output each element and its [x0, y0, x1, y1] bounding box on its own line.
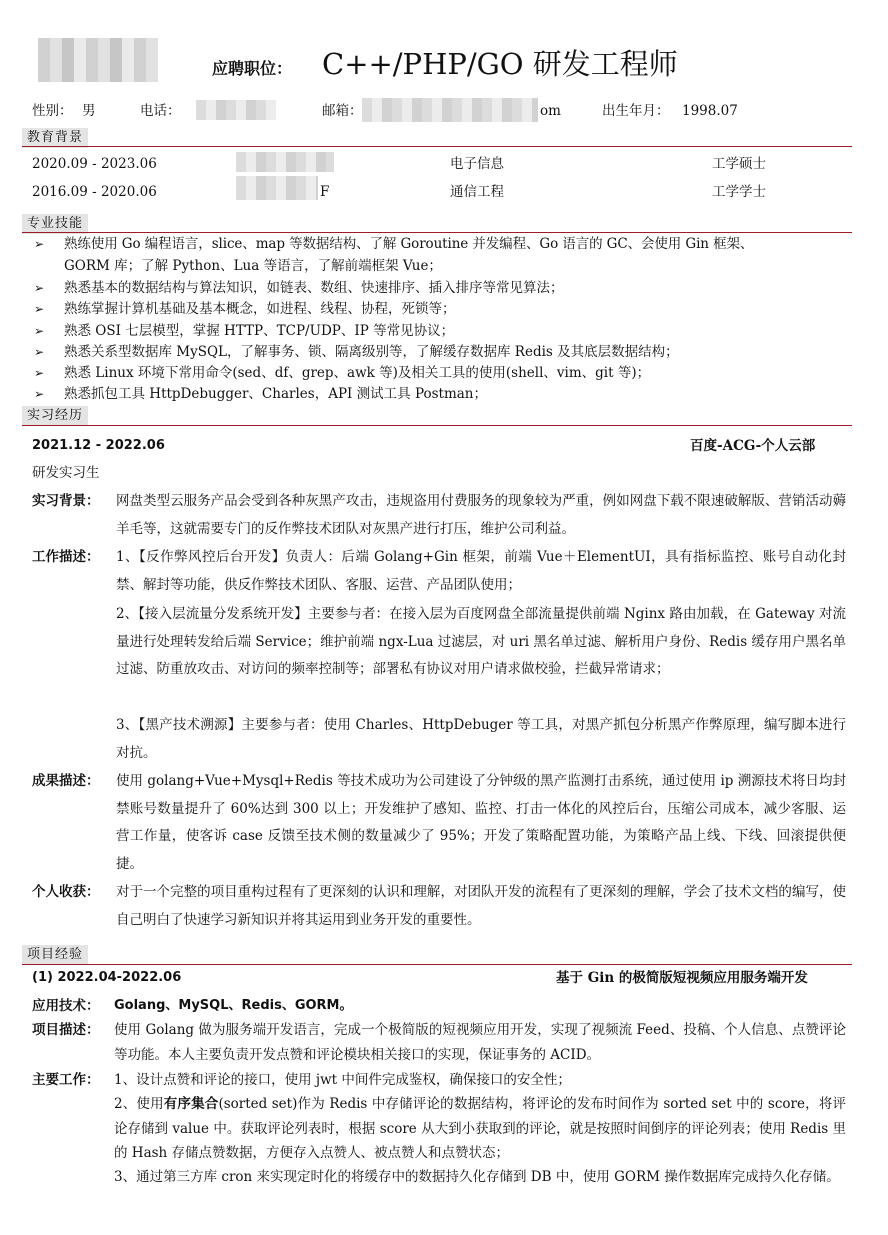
internship-gain-label: 个人收获：	[32, 884, 100, 900]
email-label: 邮箱：	[322, 103, 363, 119]
bullet-arrow-icon: ➢	[34, 281, 45, 295]
internship-work-1: 1、【反作弊风控后台开发】负责人：后端 Golang+Gin 框架，前端 Vue＋ElementUI，具有指标监控、账号自动化封禁、解封等功能，供反作弊技术团队、客服、运营、产品团队使用；	[116, 549, 846, 593]
email-suffix: om	[540, 103, 561, 119]
gender-label: 性别：	[32, 103, 73, 119]
project-work-label: 主要工作：	[32, 1072, 100, 1088]
skills-title: 专业技能	[22, 214, 88, 234]
skill-item: 熟悉 Linux 环境下常用命令(sed、df、grep、awk 等)及相关工具的使用(shell、vim、git 等)；	[64, 365, 651, 381]
edu-school-tail-2: F	[320, 184, 330, 200]
bullet-arrow-icon: ➢	[34, 345, 45, 359]
edu-period-2: 2016.09 - 2020.06	[32, 184, 157, 200]
edu-degree-2: 工学学士	[712, 184, 766, 200]
project-work-2-rest: (sorted set)作为 Redis 中存储评论的数据结构，将评论的发布时间作为 sorted set 中的 score，将评论存储到 value 中。获取评论列表时，根据 score 从大到小获取到的评论，就是按照时间倒序的评论列表；使用 Redis 里的 Hash 存储点赞数据，方便存入点赞人、被点赞人和点赞状态；	[114, 1096, 846, 1161]
internship-period: 2021.12 - 2022.06	[32, 438, 165, 453]
bullet-arrow-icon: ➢	[34, 302, 45, 316]
project-tech-label: 应用技术：	[32, 998, 100, 1014]
internship-background-label: 实习背景：	[32, 493, 100, 509]
skill-item: 熟悉基本的数据结构与算法知识，如链表、数组、快速排序、插入排序等常见算法；	[64, 280, 564, 296]
project-title: 项目经验	[22, 945, 88, 965]
position-label: 应聘职位：	[212, 59, 293, 78]
internship-title: 实习经历	[22, 406, 88, 426]
internship-work-label: 工作描述：	[32, 549, 100, 565]
skill-item: 熟悉关系型数据库 MySQL，了解事务、锁、隔离级别等，了解缓存数据库 Redis 及其底层数据结构；	[64, 344, 679, 360]
internship-result-label: 成果描述：	[32, 773, 100, 789]
edu-major-1: 电子信息	[450, 156, 504, 172]
photo-redacted	[38, 38, 158, 82]
phone-label: 电话：	[140, 103, 181, 119]
birth-label: 出生年月：	[602, 103, 670, 119]
project-period: (1) 2022.04-2022.06	[32, 970, 182, 985]
skill-item: 熟悉 OSI 七层模型，掌握 HTTP、TCP/UDP、IP 等常见协议；	[64, 323, 455, 339]
skill-item: 熟悉抓包工具 HttpDebugger、Charles，API 测试工具 Postman；	[64, 386, 488, 402]
position-value: C++/PHP/GO 研发工程师	[322, 47, 678, 81]
project-tech-value: Golang、MySQL、Redis、GORM。	[114, 998, 353, 1013]
skill-item: 熟练使用 Go 编程语言，slice、map 等数据结构、了解 Goroutine 并发编程、Go 语言的 GC、会使用 Gin 框架、	[64, 236, 754, 252]
internship-company: 百度-ACG-个人云部	[690, 438, 816, 454]
edu-degree-1: 工学硕士	[712, 156, 766, 172]
project-work-2-emphasis: 有序集合	[163, 1096, 219, 1112]
bullet-arrow-icon: ➢	[34, 324, 45, 338]
bullet-arrow-icon: ➢	[34, 387, 45, 401]
school-redacted-2	[236, 176, 318, 200]
internship-divider	[22, 425, 852, 426]
skill-item: 熟练掌握计算机基础及基本概念，如进程、线程、协程，死锁等；	[64, 301, 456, 317]
email-redacted	[362, 98, 538, 122]
project-work-1: 1、设计点赞和评论的接口，使用 jwt 中间件完成鉴权，确保接口的安全性；	[114, 1072, 571, 1088]
project-work-2-prefix: 2、使用	[114, 1096, 164, 1112]
project-work-3: 3、通过第三方库 cron 来实现定时化的将缓存中的数据持久化存储到 DB 中，使用 GORM 操作数据库完成持久化存储。	[114, 1169, 840, 1185]
internship-gain-text: 对于一个完整的项目重构过程有了更深刻的认识和理解，对团队开发的流程有了更深刻的理解，学会了技术文档的编写，使自己明白了快速学习新知识并将其运用到业务开发的重要性。	[116, 884, 846, 928]
edu-major-2: 通信工程	[450, 184, 504, 200]
internship-result-text: 使用 golang+Vue+Mysql+Redis 等技术成功为公司建设了分钟级的黑产监测打击系统，通过使用 ip 溯源技术将日均封禁账号数量提升了 60%达到 300 以上；开发维护了感知、监控、打击一体化的风控后台，压缩公司成本，减少客服、运营工作量，使客诉 case 反馈至技术侧的数量减少了 95%；开发了策略配置功能，为策略产品上线、下线、回滚提供便捷。	[116, 773, 846, 872]
edu-period-1: 2020.09 - 2023.06	[32, 156, 157, 172]
school-redacted-1	[236, 152, 334, 172]
internship-background-text: 网盘类型云服务产品会受到各种灰黑产攻击，违规盗用付费服务的现象较为严重，例如网盘下载不限速破解版、营销活动薅羊毛等，这就需要专门的反作弊技术团队对灰黑产进行打压，维护公司利益。	[116, 493, 846, 537]
skill-item: GORM 库；了解 Python、Lua 等语言，了解前端框架 Vue；	[64, 258, 442, 274]
phone-redacted	[196, 100, 276, 120]
project-desc-label: 项目描述：	[32, 1022, 100, 1038]
education-divider	[22, 146, 852, 147]
gender-value: 男	[82, 103, 96, 119]
education-title: 教育背景	[22, 128, 88, 148]
project-divider	[22, 964, 852, 965]
bullet-arrow-icon: ➢	[34, 366, 45, 380]
internship-role: 研发实习生	[32, 465, 100, 481]
bullet-arrow-icon: ➢	[34, 237, 45, 251]
project-work-2	[114, 1092, 846, 1166]
internship-work-3: 3、【黑产技术溯源】主要参与者：使用 Charles、HttpDebuger 等工具，对黑产抓包分析黑产作弊原理，编写脚本进行对抗。	[116, 717, 846, 761]
birth-value: 1998.07	[682, 103, 738, 119]
internship-work-2: 2、【接入层流量分发系统开发】主要参与者：在接入层为百度网盘全部流量提供前端 Nginx 路由加载，在 Gateway 对流量进行处理转发给后端 Service；维护前端 ngx-Lua 过滤层，对 uri 黑名单过滤、解析用户身份、Redis 缓存用户黑名单过滤、防重放攻击、对访问的频率控制等；部署私有协议对用户请求做校验，拦截异常请求；	[116, 606, 846, 677]
project-name: 基于 Gin 的极简版短视频应用服务端开发	[556, 970, 808, 986]
project-desc-text: 使用 Golang 做为服务端开发语言，完成一个极简版的短视频应用开发，实现了视频流 Feed、投稿、个人信息、点赞评论等功能。本人主要负责开发点赞和评论模块相关接口的实现，保证事务的 ACID。	[114, 1022, 846, 1063]
